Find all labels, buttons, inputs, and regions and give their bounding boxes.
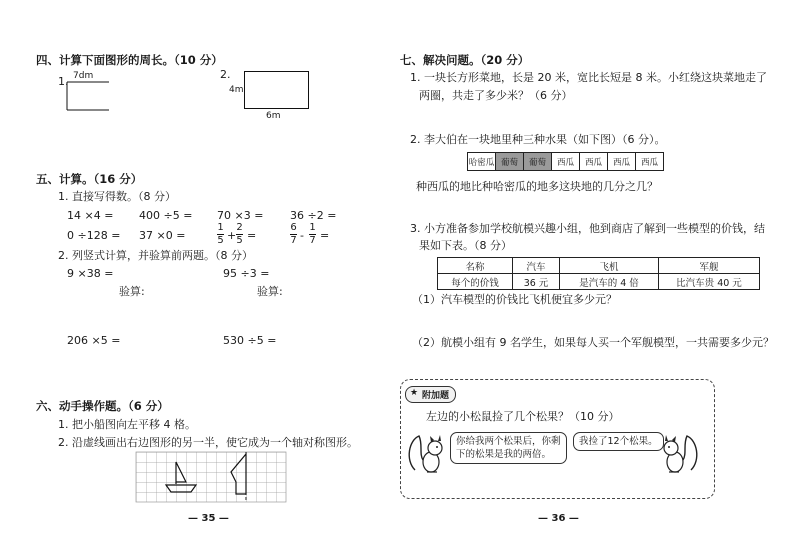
speech-bubble-left [450,432,567,464]
numerator: 2 [236,222,243,233]
denominator: 7 [290,235,297,246]
section-5-title: 五、计算。（16 分） [36,172,143,186]
question-5-1: 1. 直接写得数。（8 分） [58,190,176,203]
speech-bubble-right: 我捡了12个松果。 [573,432,664,451]
calc-item: 36 ÷2 = [290,209,337,222]
equals-sign: = [320,229,330,242]
question-6-1: 1. 把小船图向左平移 4 格。 [58,418,196,431]
table-cell: 是汽车的 4 倍 [560,274,659,290]
numerator: 6 [290,222,297,233]
table-header-cell: 飞机 [560,258,659,274]
fraction [290,223,297,246]
page-number: — 36 — [538,513,579,524]
figure-2-side-label: 4m [229,85,244,95]
fraction [309,223,316,246]
calc-item: 0 ÷128 = [67,229,121,242]
table-cell: 36 元 [513,274,560,290]
problem-3-line-1: 3. 小方准备参加学校航模兴趣小组，他到商店了解到一些模型的价钱，结 [410,222,765,235]
bonus-badge-label: 附加题 [422,391,450,401]
check-label: 验算: [119,285,145,298]
table-header-cell: 军舰 [659,258,760,274]
vertical-calc: 530 ÷5 = [223,334,277,347]
plot-cell: 葡萄 [524,153,552,171]
bubble-text: 你给我两个松果后，你剩 [456,436,561,447]
figure-1-number: 1. [58,75,69,88]
question-6-2: 2. 沿虚线画出右边图形的另一半，使它成为一个轴对称图形。 [58,436,358,449]
plot-cell: 葡萄 [496,153,524,171]
figure-1-shape [67,82,117,112]
operator: + [227,229,237,242]
table-row [438,274,760,290]
table-cell: 比汽车贵 40 元 [659,274,760,290]
numerator: 1 [217,222,224,233]
bubble-text: 下的松果是我的两倍。 [456,449,552,460]
drawing-grid [136,452,286,506]
problem-3-question-2: （2）航模小组有 9 名学生，如果每人买一个军舰模型，一共需要多少元？ [412,336,774,349]
operator: - [300,229,304,242]
problem-1-line-1: 1. 一块长方形菜地，长是 20 米，宽比长短是 8 米。小红绕这块菜地走了 [410,71,767,84]
denominator: 5 [217,235,224,246]
figure-2-bottom-label: 6m [266,111,281,121]
plot-cell: 西瓜 [608,153,636,171]
fraction [217,223,224,246]
page-number: — 35 — [188,513,229,524]
plot-cell: 哈密瓜 [468,153,496,171]
squirrel-left-icon [407,430,447,478]
problem-2: 2. 李大伯在一块地里种三种水果（如下图）（6 分）。 [410,133,666,146]
plot-cell: 西瓜 [636,153,664,171]
figure-2-rectangle [244,71,309,109]
question-5-2: 2. 列竖式计算，并验算前两题。（8 分） [58,249,253,262]
table-header-cell: 汽车 [513,258,560,274]
section-6-title: 六、动手操作题。（6 分） [36,399,169,413]
problem-3-line-2: 果如下表。（8 分） [419,239,512,252]
calc-item: 400 ÷5 = [139,209,193,222]
bonus-box [400,379,715,499]
section-7-title: 七、解决问题。（20 分） [400,53,530,67]
vertical-calc: 9 ×38 = [67,267,114,280]
problem-3-question-1: （1）汽车模型的价钱比飞机便宜多少元？ [412,293,617,306]
vertical-calc: 95 ÷3 = [223,267,270,280]
table-header-cell: 名称 [438,258,513,274]
bonus-icon: ★ [410,388,419,398]
plot-cell: 西瓜 [552,153,580,171]
table-cell: 每个的价钱 [438,274,513,290]
denominator: 5 [236,235,243,246]
denominator: 7 [309,235,316,246]
fraction [236,223,243,246]
section-4-title: 四、计算下面图形的周长。（10 分） [36,53,223,67]
fruit-plot-diagram [467,152,664,171]
table-row [438,258,760,274]
equals-sign: = [247,229,257,242]
check-label: 验算: [257,285,283,298]
figure-2-number: 2. [220,68,231,81]
right-page [400,0,800,560]
calc-item: 37 ×0 = [139,229,186,242]
problem-1-line-2: 两圈，共走了多少米？（6 分） [419,89,573,102]
problem-2-question: 种西瓜的地比种哈密瓜的地多这块地的几分之几？ [416,180,658,193]
plot-cell: 西瓜 [580,153,608,171]
vertical-calc: 206 ×5 = [67,334,121,347]
squirrel-right-icon [659,430,699,478]
bonus-badge [405,386,456,403]
bonus-question: 左边的小松鼠捡了几个松果？（10 分） [426,410,620,423]
calc-item: 70 ×3 = [217,209,264,222]
figure-1-top-label: 7dm [73,71,94,81]
numerator: 1 [309,222,316,233]
model-price-table [437,257,760,290]
calc-item: 14 ×4 = [67,209,114,222]
